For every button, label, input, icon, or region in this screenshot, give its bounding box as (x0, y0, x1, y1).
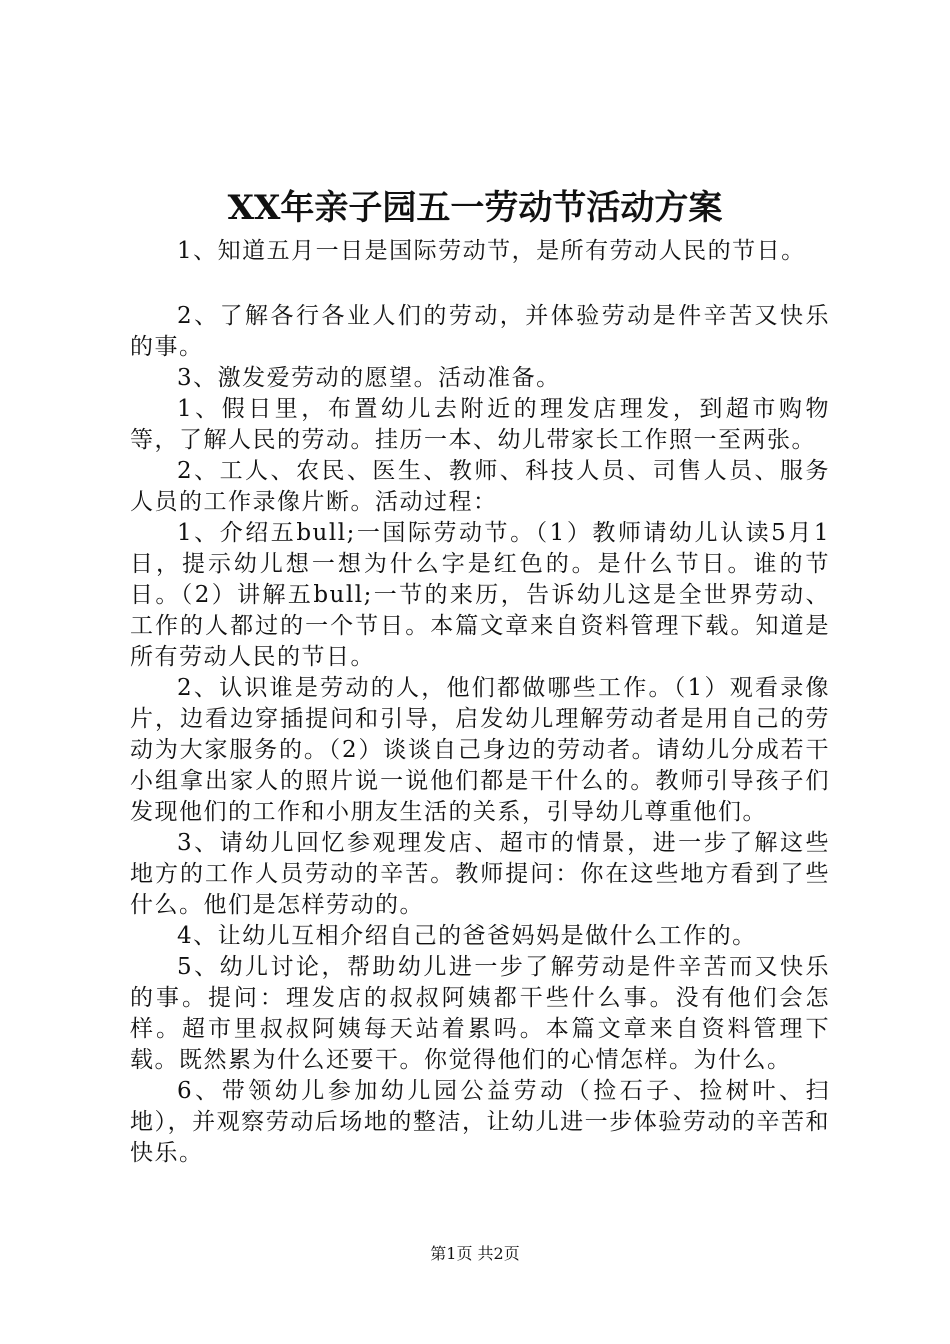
paragraph-goal-2: 2、了解各行各业人们的劳动，并体验劳动是件辛苦又快乐的事。 (130, 303, 830, 360)
document-title: XX年亲子园五一劳动节活动方案 (227, 188, 723, 228)
document-body (130, 236, 830, 1169)
paragraph-process-1: 1、介绍五bull;一国际劳动节。（1）教师请幼儿认读5月1日，提示幼儿想一想为什么字是红色的。是什么节日。谁的节日。（2）讲解五bull;一节的来历，告诉幼儿这是全世界劳动、工作的人都过的一个节日。本篇文章来自资料管理下载。知道是所有劳动人民的节日。 (130, 520, 830, 670)
paragraph-prep-1: 1、假日里，布置幼儿去附近的理发店理发，到超市购物等，了解人民的劳动。挂历一本、幼儿带家长工作照一至两张。 (130, 396, 830, 453)
paragraph-process-6: 6、带领幼儿参加幼儿园公益劳动（捡石子、捡树叶、扫地），并观察劳动后场地的整洁，让幼儿进一步体验劳动的辛苦和快乐。 (130, 1078, 830, 1166)
paragraph-process-4: 4、让幼儿互相介绍自己的爸爸妈妈是做什么工作的。 (177, 923, 757, 949)
page-number-footer: 第1页 共2页 (430, 1244, 520, 1263)
paragraph-prep-2: 2、工人、农民、医生、教师、科技人员、司售人员、服务人员的工作录像片断。活动过程： (130, 458, 830, 515)
paragraph-goal-1: 1、知道五月一日是国际劳动节，是所有劳动人民的节日。 (177, 238, 806, 264)
paragraph-goal-3: 3、激发爱劳动的愿望。活动准备。 (177, 365, 561, 391)
paragraph-process-2: 2、认识谁是劳动的人，他们都做哪些工作。（1）观看录像片，边看边穿插提问和引导，启发幼儿理解劳动者是用自己的劳动为大家服务的。（2）谈谈自己身边的劳动者。请幼儿分成若干小组拿出家人的照片说一说他们都是干什么的。教师引导孩子们发现他们的工作和小朋友生活的关系，引导幼儿尊重他们。 (130, 675, 830, 825)
paragraph-process-3: 3、请幼儿回忆参观理发店、超市的情景，进一步了解这些地方的工作人员劳动的辛苦。教师提问：你在这些地方看到了些什么。他们是怎样劳动的。 (130, 830, 830, 918)
paragraph-process-5: 5、幼儿讨论，帮助幼儿进一步了解劳动是件辛苦而又快乐的事。提问：理发店的叔叔阿姨都干些什么事。没有他们会怎样。超市里叔叔阿姨每天站着累吗。本篇文章来自资料管理下载。既然累为什么还要干。你觉得他们的心情怎样。为什么。 (130, 954, 830, 1073)
